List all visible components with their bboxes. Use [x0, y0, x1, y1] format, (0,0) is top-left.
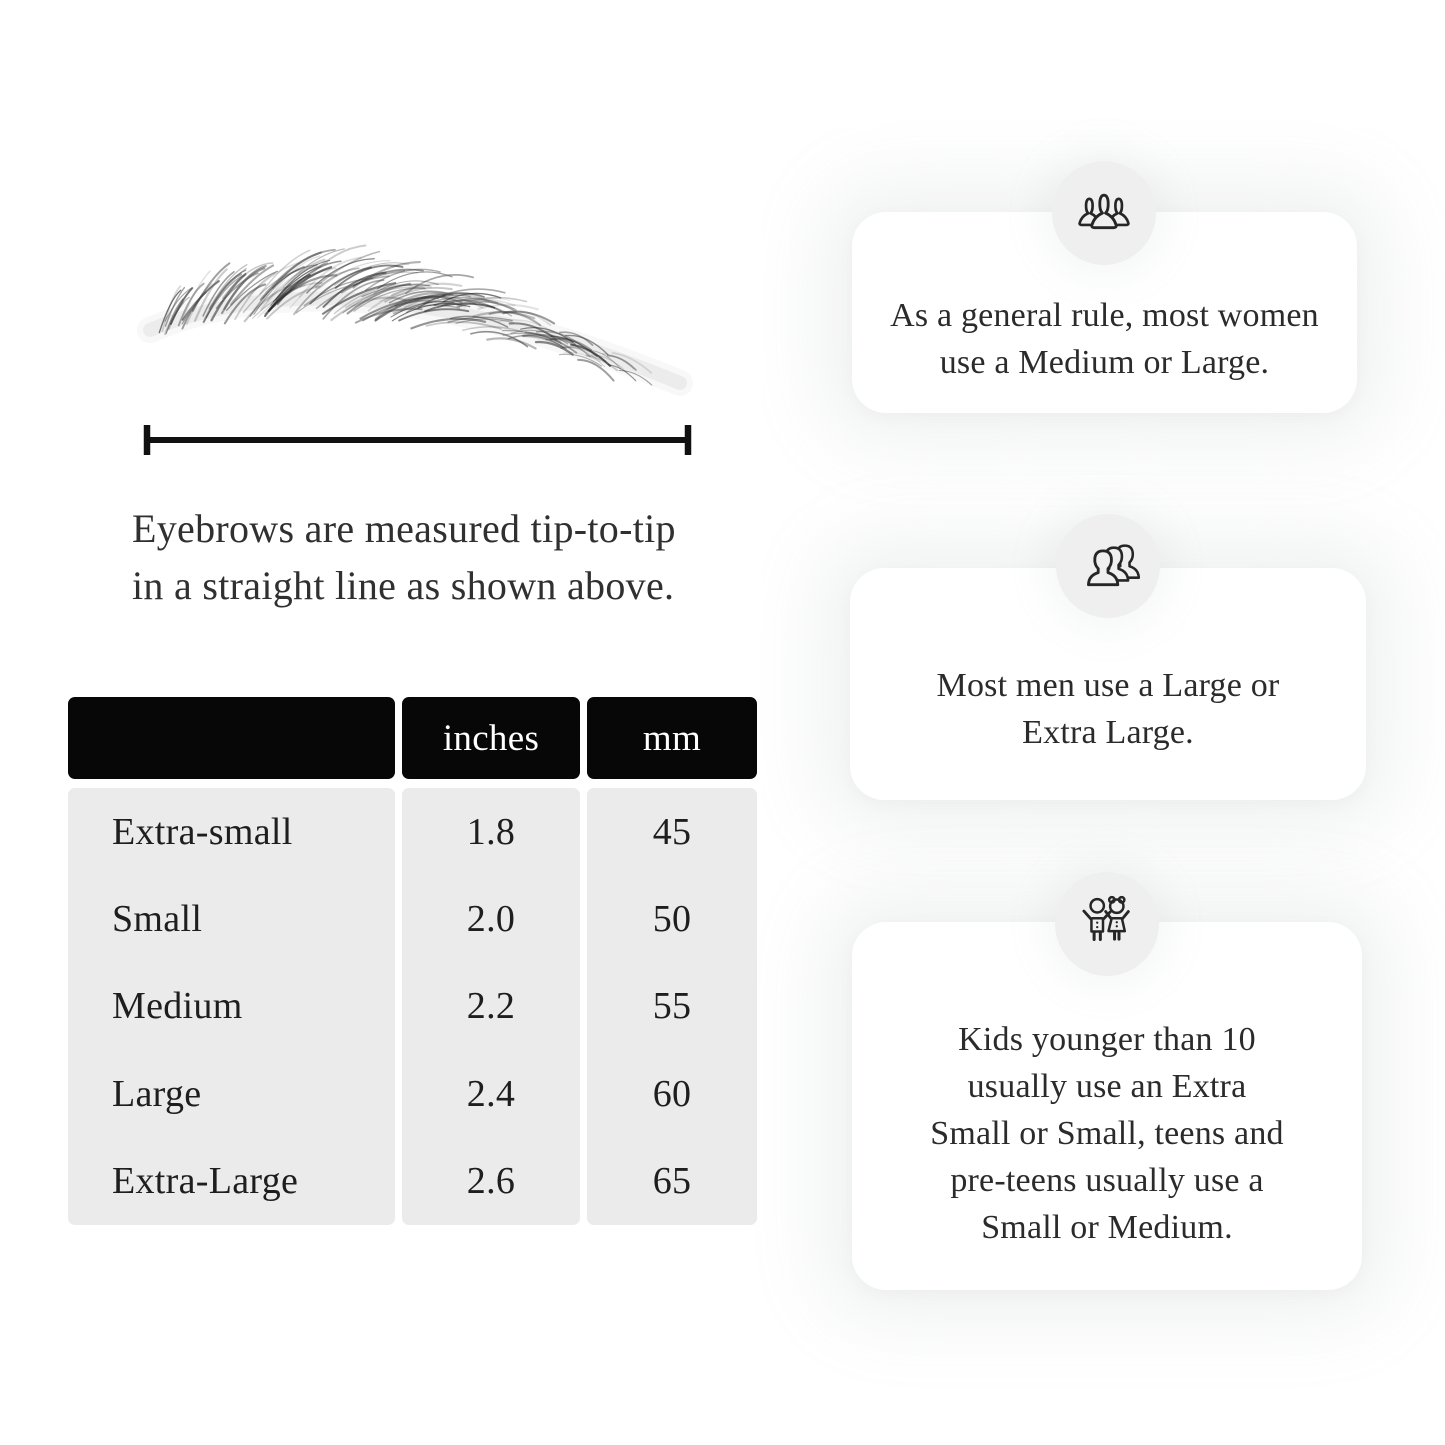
inches-value-cell: 2.4	[466, 1072, 516, 1115]
kids-icon-badge	[1055, 872, 1159, 976]
caption-line-2: in a straight line as shown above.	[132, 563, 675, 608]
info-card-men-text	[856, 618, 1360, 800]
table-header-size	[68, 697, 395, 779]
inches-value-cell: 1.8	[466, 810, 516, 853]
info-card-kids-text	[858, 977, 1356, 1290]
mm-value-cell: 65	[652, 1160, 692, 1203]
size-label-cell: Large	[112, 1072, 202, 1115]
card-line: usually use an Extra	[967, 1068, 1247, 1105]
men-group-icon	[1076, 534, 1140, 598]
card-line: Small or Small, teens and	[930, 1115, 1284, 1152]
table-header-mm: mm	[587, 697, 757, 779]
measurement-line	[130, 420, 710, 460]
mm-value-cell: 45	[652, 810, 692, 853]
women-group-icon	[1072, 181, 1136, 245]
size-label-cell: Small	[112, 898, 203, 941]
mm-value-cell: 55	[652, 985, 692, 1028]
inches-value-cell: 2.6	[466, 1160, 516, 1203]
men-icon-badge	[1056, 514, 1160, 618]
size-table-rows	[68, 788, 757, 1225]
card-line: Kids younger than 10	[958, 1021, 1256, 1058]
size-table	[68, 697, 757, 1225]
card-line: Small or Medium.	[981, 1209, 1233, 1246]
table-row	[68, 788, 757, 875]
card-line: Extra Large.	[1022, 714, 1194, 751]
measurement-line-graphic	[130, 420, 710, 460]
eyebrow-illustration	[95, 235, 715, 415]
mm-value-cell: 50	[652, 898, 692, 941]
measurement-caption	[132, 500, 792, 614]
info-card-women-text	[858, 265, 1351, 413]
table-row	[68, 1138, 757, 1225]
size-label-cell: Extra-small	[112, 810, 293, 853]
info-card-kids	[852, 922, 1362, 1290]
women-icon-badge	[1052, 161, 1156, 265]
caption-line-1: Eyebrows are measured tip-to-tip	[132, 506, 676, 551]
table-header-inches: inches	[402, 697, 580, 779]
table-row	[68, 875, 757, 962]
inches-value-cell: 2.0	[466, 898, 516, 941]
table-row	[68, 963, 757, 1050]
inches-value-cell: 2.2	[466, 985, 516, 1028]
mm-value-cell: 60	[652, 1072, 692, 1115]
kids-icon	[1075, 892, 1139, 956]
size-label-cell: Medium	[112, 985, 243, 1028]
card-line: Most men use a Large or	[936, 667, 1280, 704]
size-label-cell: Extra-Large	[112, 1160, 299, 1203]
card-line: use a Medium or Large.	[939, 344, 1270, 381]
card-line: pre-teens usually use a	[950, 1162, 1264, 1199]
eyebrow-drawing	[95, 235, 715, 415]
card-line: As a general rule, most women	[890, 297, 1319, 334]
table-row	[68, 1050, 757, 1137]
